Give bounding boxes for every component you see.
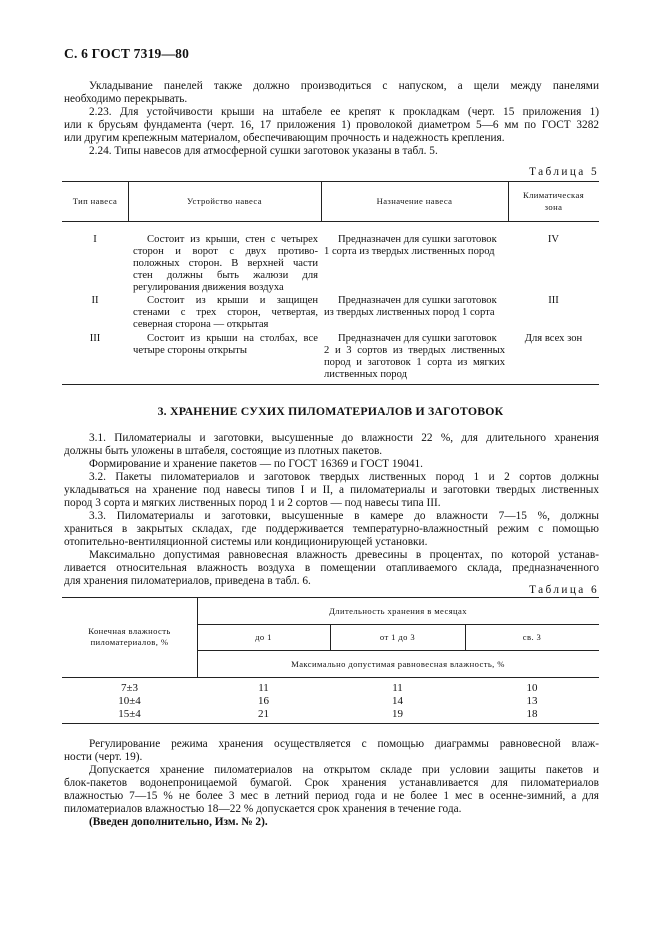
closing-p2-line4: пиломатериалов влажностью 18—22 % допускается срок хранения в течение года. (64, 803, 462, 815)
table5-row3-purpose-line1: Предназначен для сушки заготовок (338, 333, 497, 344)
table6-header-moisture-line1: Конечная влажность (88, 626, 171, 636)
table6-row3-moisture: 15±4 (118, 708, 141, 720)
table5-row3-device-line1: Состоит из крыши на столбах, все (147, 333, 318, 344)
s3-pack: Формирование и хранение пакетов — по ГОСТ 16369 и ГОСТ 19041. (89, 458, 423, 470)
table5-row1-device-line5: регулирования движения воздуха (133, 282, 284, 293)
table6-row1-v2: 11 (392, 682, 403, 694)
table6-caption: Таблица 6 (529, 584, 599, 596)
table5-row3-zone: Для всех зон (524, 333, 583, 344)
s3-p32-line1: 3.2. Пакеты пиломатериалов и заготовок твердых лиственных пород 1 и 2 сортов должны (89, 471, 599, 483)
closing-p1-line1: Регулирование режима хранения осуществляется с помощью диаграммы равновесной влаж- (89, 738, 599, 750)
table5-bottom-rule (62, 384, 599, 385)
table6-row3-v2: 19 (392, 708, 403, 720)
table5-row3-device-line2: четыре стороны открыты (133, 345, 248, 356)
table5-row2-device-line1: Состоит из крыши и защищен (147, 295, 318, 306)
table5-row1-device-line2: сторон и ворот с двух противо- (133, 246, 318, 257)
table5-row3-type: III (89, 333, 101, 344)
s3-p31-line1: 3.1. Пиломатериалы и заготовки, высушенные до влажности 22 %, для длительного хранения (89, 432, 599, 444)
table5-divider (508, 181, 509, 221)
table5-row2-purpose-line1: Предназначен для сушки заготовок (338, 295, 497, 306)
table6-header-rule (62, 677, 599, 678)
intro-p1-line2: необходимо перекрывать. (64, 93, 188, 105)
table5-row3-purpose-line2: 2 и 3 сортов из твердых лиственных (324, 345, 505, 356)
table6-row2-moisture: 10±4 (118, 695, 141, 707)
table5-row1-purpose-line2: 1 сорта из твердых лиственных пород (324, 246, 495, 257)
table5-row2-device-line2: стенами с трех сторон, четвертая, (133, 307, 318, 318)
table5-top-rule (62, 181, 599, 182)
table5-row1-device-line1: Состоит из крыши, стен с четырех (147, 234, 318, 245)
closing-p2-line3: влажностью 7—15 % не более 3 мес в летний период года и не более 1 мес в осенне-зимний, а для (64, 790, 599, 802)
table5-caption: Таблица 5 (529, 166, 599, 178)
table5-row3-purpose-line3: пород и заготовок 1 сорта из мягких (324, 357, 505, 368)
s3-p32-line2: укладываться на хранение под навесы типов I и II, а пиломатериалы и заготовки твердых лиственных (64, 484, 599, 496)
intro-p2-line1: 2.23. Для устойчивости крыши на штабеле ее крепят к прокладкам (черт. 15 приложения 1) (89, 106, 599, 118)
table6-row2-v1: 16 (258, 695, 269, 707)
table6-row3-v1: 21 (258, 708, 269, 720)
closing-note: (Введен дополнительно, Изм. № 2). (89, 816, 268, 828)
table5-header-device: Устройство навеса (187, 196, 262, 206)
table5-header-zone-line2: зона (544, 202, 563, 212)
table6-header-col3: св. 3 (522, 632, 542, 642)
table6-header-col2: от 1 до 3 (379, 632, 416, 642)
table5-row2-type: II (91, 295, 99, 306)
closing-p2-line2: блок-пакетов водонепроницаемой бумагой. Срок хранения устанавливается для пиломатериалов (64, 777, 599, 789)
closing-p2-line1: Допускается хранение пиломатериалов на открытом складе при условии защиты пакетов и (89, 764, 599, 776)
table6-row1-v1: 11 (258, 682, 269, 694)
table6-top-rule (62, 597, 599, 598)
table6-header-col1: до 1 (255, 632, 272, 642)
s3-p32-line3: пород 3 сорта и мягких лиственных пород 1 и 2 сортов — под навесы типа III. (64, 497, 441, 509)
closing-p1-line2: ности (черт. 19). (64, 751, 143, 763)
page-header: С. 6 ГОСТ 7319—80 (64, 46, 190, 61)
s3-p34-line3: для хранения пиломатериалов, приведена в табл. 6. (64, 575, 311, 587)
s3-p34-line1: Максимально допустимая равновесная влажность древесины в процентах, по которой устанав- (89, 549, 599, 561)
table6-row3-v3: 18 (526, 708, 538, 720)
table5-header-purpose: Назначение навеса (376, 196, 453, 206)
table6-header-moisture-line2: пиломатериалов, % (90, 637, 169, 647)
table5-row1-device-line3: положных сторон. В верхней части (133, 258, 318, 269)
intro-p2-line3: или другим крепежным материалом, обеспечивающим прочность и надежность крепления. (64, 132, 505, 144)
table5-header-type: Тип навеса (72, 196, 118, 206)
table6-rule (197, 624, 599, 625)
intro-p3: 2.24. Типы навесов для атмосферной сушки заготовок указаны в табл. 5. (89, 145, 438, 157)
intro-p1-line1: Укладывание панелей также должно производиться с напуском, а щели между панелями (89, 80, 599, 92)
s3-p33-line3: отопительно-вентиляционной системы или кондиционирующей установки. (64, 536, 428, 548)
s3-p34-line2: ливается относительная влажность воздуха в помещении отапливаемого склада, предназначенного (64, 562, 599, 574)
table5-row1-device-line4: стен должны быть жалюзи для (133, 270, 318, 281)
section3-title: 3. ХРАНЕНИЕ СУХИХ ПИЛОМАТЕРИАЛОВ И ЗАГОТОВОК (157, 404, 504, 418)
table6-header-duration: Длительность хранения в месяцах (329, 606, 467, 616)
table6-row1-v3: 10 (526, 682, 538, 694)
table5-row2-zone: III (548, 295, 559, 306)
table5-row2-purpose-line2: из твердых лиственных пород 1 сорта (324, 307, 495, 318)
s3-p33-line1: 3.3. Пиломатериалы и заготовки, высушенные в камере до влажности 7—15 %, должны (89, 510, 599, 522)
table5-header-rule (62, 221, 599, 222)
table6-rule (197, 650, 599, 651)
table5-row3-purpose-line4: лиственных пород (324, 369, 407, 380)
table6-row2-v3: 13 (526, 695, 538, 707)
table5-row1-type: I (93, 234, 97, 245)
s3-p31-line2: должны быть уложены в штабеля, состоящие из плотных пакетов. (64, 445, 383, 457)
table5-header-zone-line1: Климатическая (522, 190, 585, 200)
table5-row2-device-line3: северная сторона — открытая (133, 319, 269, 330)
intro-p2-line2: или к брусьям фундамента (черт. 16, 17 приложения 1) проволокой диаметром 5—6 мм по ГОСТ 3282 (64, 119, 599, 131)
s3-p33-line2: храниться в закрытых складах, где поддерживается температурно-влажностный режим с помощью (64, 523, 599, 535)
table6-bottom-rule (62, 723, 599, 724)
table6-row2-v2: 14 (392, 695, 403, 707)
table5-row1-purpose-line1: Предназначен для сушки заготовок (338, 234, 497, 245)
table6-row1-moisture: 7±3 (120, 682, 139, 694)
table5-row1-zone: IV (547, 234, 560, 245)
table6-header-subtitle: Максимально допустимая равновесная влажность, % (291, 659, 505, 669)
